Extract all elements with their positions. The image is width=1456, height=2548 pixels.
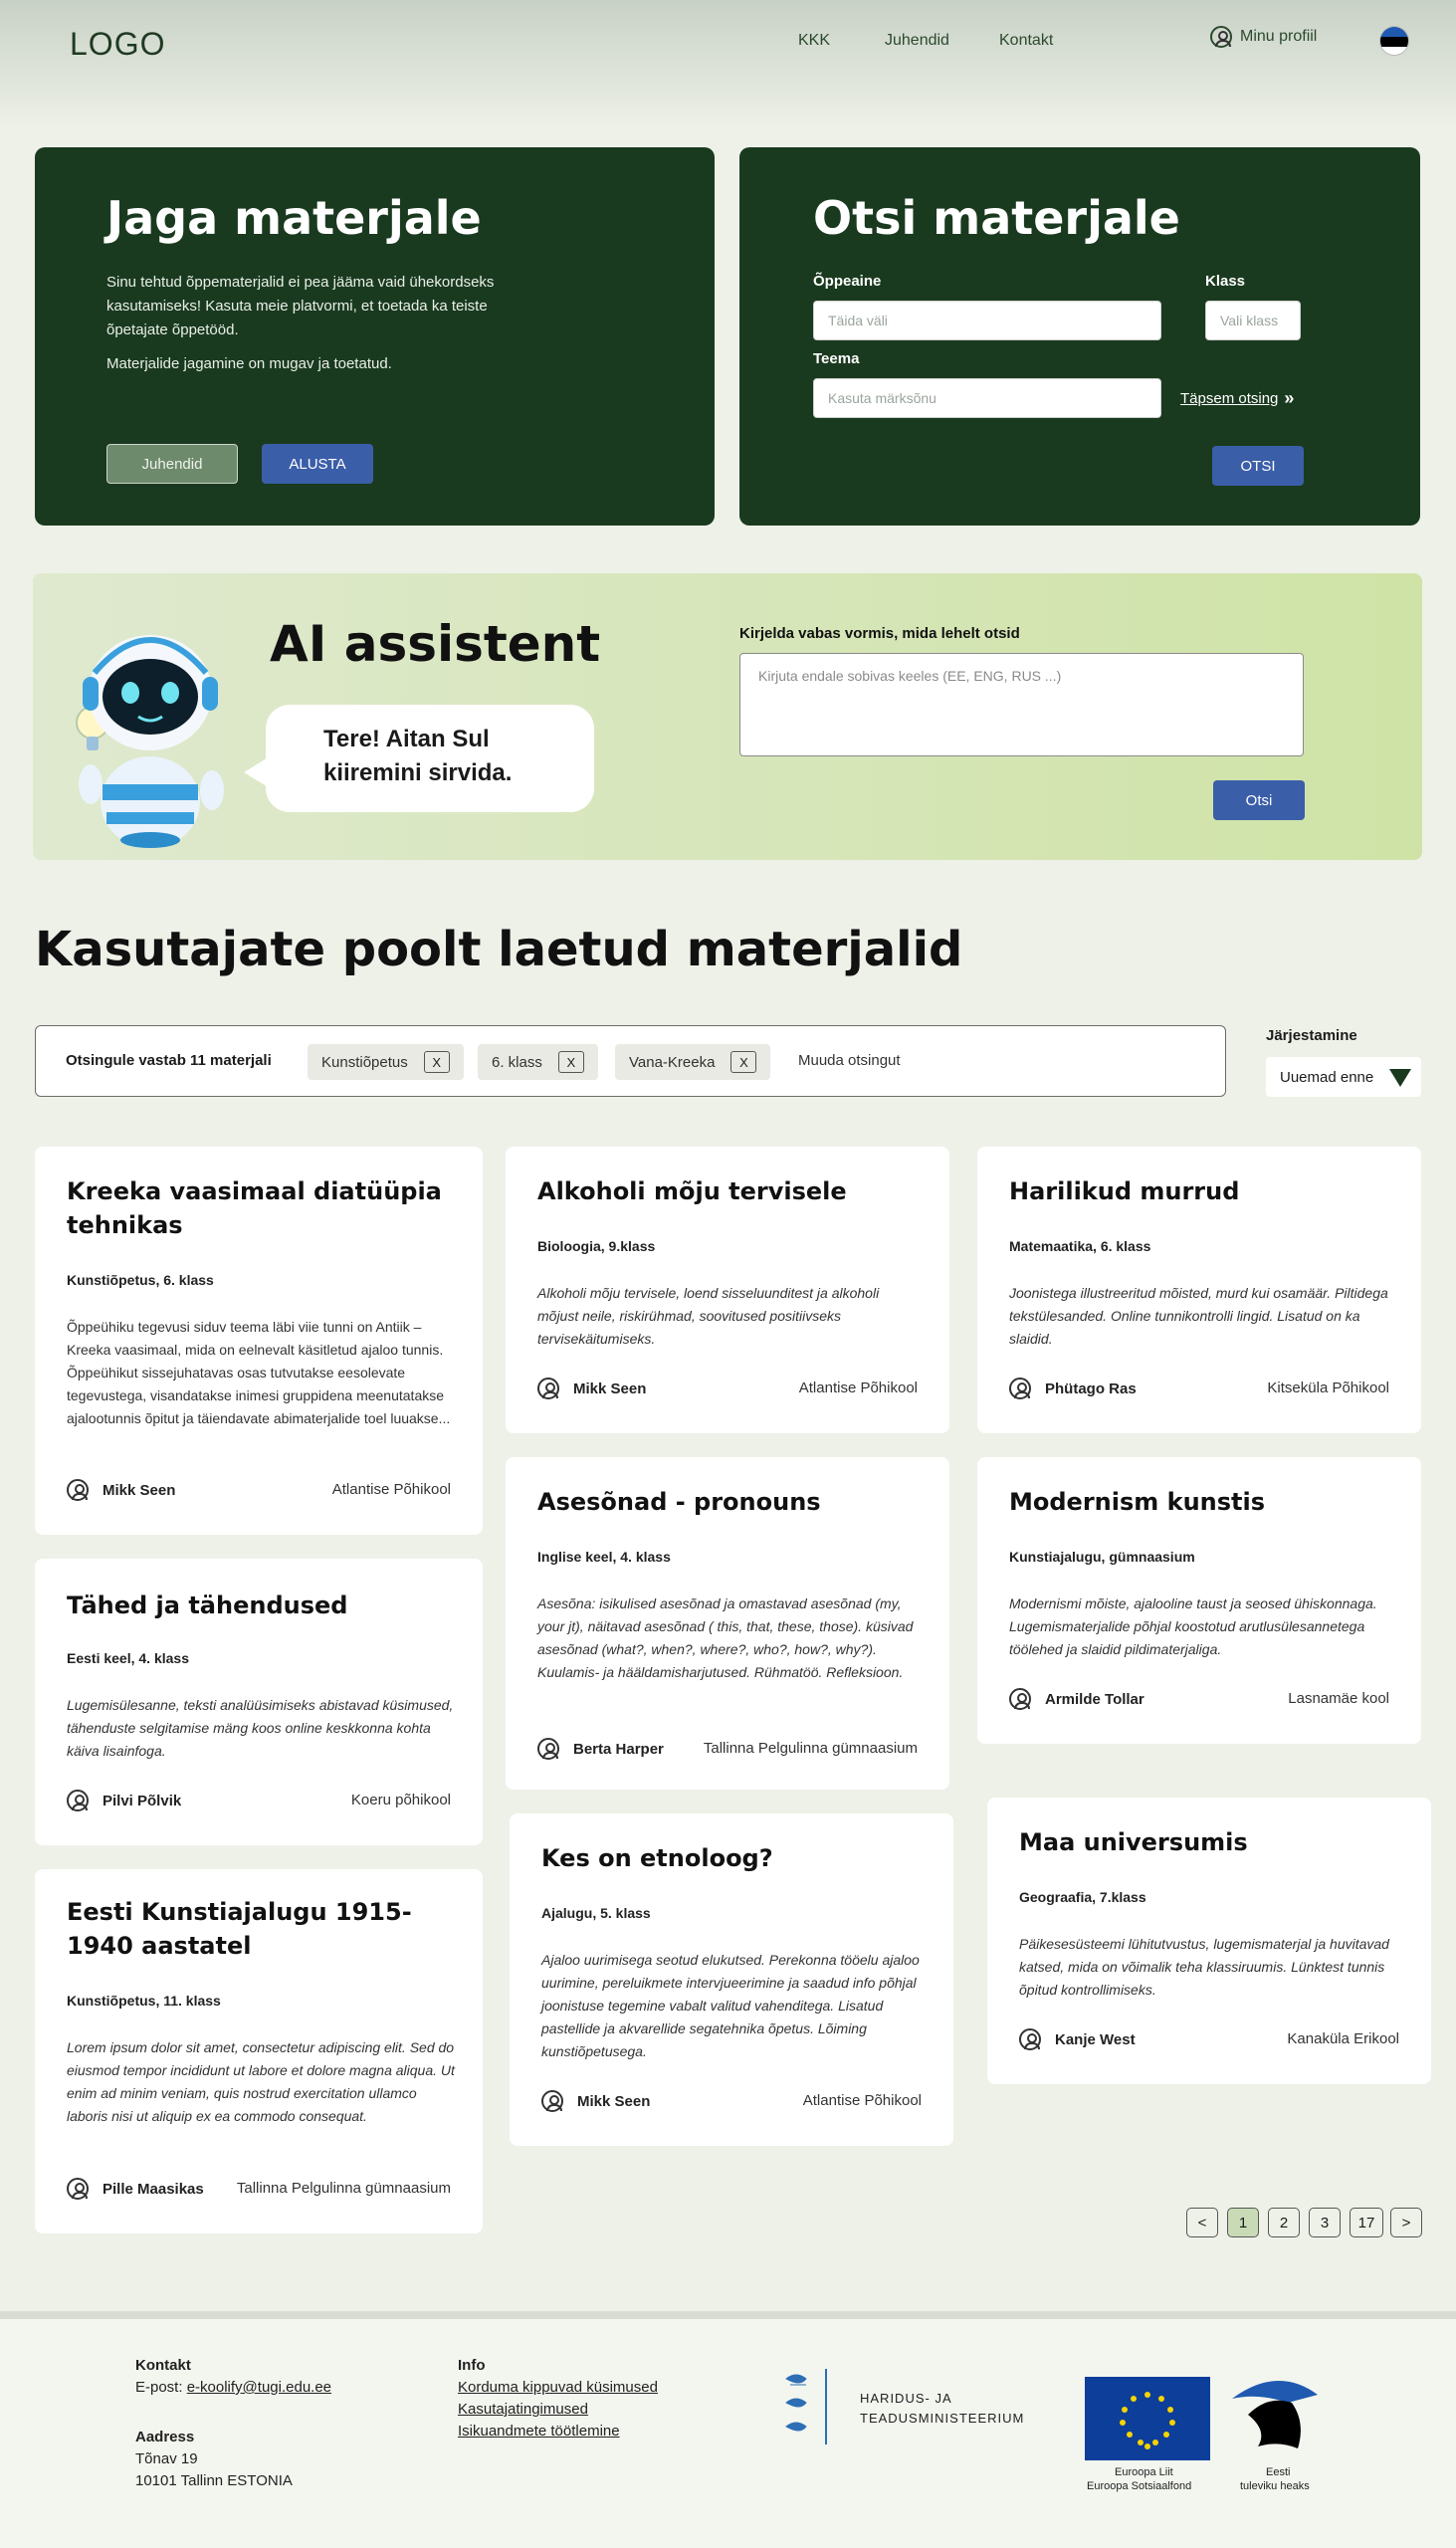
chip-label: Vana-Kreeka <box>629 1053 716 1071</box>
language-flag-icon[interactable] <box>1379 26 1409 56</box>
topic-label: Teema <box>813 350 860 367</box>
chip-label: Kunstiõpetus <box>321 1053 408 1071</box>
footer-contact-title: Kontakt <box>135 2357 191 2374</box>
card-title: Tähed ja tähendused <box>67 1592 348 1619</box>
nav-kkk[interactable]: KKK <box>798 32 831 49</box>
material-card[interactable] <box>506 1457 949 1790</box>
user-icon <box>67 1479 89 1501</box>
footer <box>0 2319 1456 2548</box>
robot-icon <box>55 613 244 848</box>
footer-address-line: Tõnav 19 <box>135 2450 198 2467</box>
card-author <box>67 1790 181 1811</box>
author-name: Mikk Seen <box>573 1380 647 1397</box>
start-button[interactable]: ALUSTA <box>262 444 373 484</box>
footer-address-city: 10101 Tallinn ESTONIA <box>135 2472 293 2489</box>
card-author <box>541 2090 650 2112</box>
card-title: Modernism kunstis <box>1009 1488 1266 1516</box>
share-text: Sinu tehtud õppematerjalid ei pea jääma vaid ühekordseks kasutamiseks! Kasuta meie platvormi, et toetada ka teiste õpetajate õppetööd. <box>106 274 495 338</box>
material-card[interactable] <box>35 1869 483 2233</box>
subject-input[interactable]: Täida väli <box>813 301 1161 340</box>
author-name: Mikk Seen <box>103 1481 176 1499</box>
profile-label: Minu profiil <box>1240 28 1318 45</box>
card-school: Tallinna Pelgulinna gümnaasium <box>236 2180 451 2197</box>
card-title: Maa universumis <box>1019 1828 1248 1856</box>
card-title: Harilikud murrud <box>1009 1177 1240 1205</box>
bubble-text: Tere! Aitan Sul kiiremini sirvida. <box>323 726 513 786</box>
card-description: Lugemisülesanne, teksti analüüsimiseks abistavad küsimused, tähenduste selgitamise mäng koos online keskkonna kohta käiva lisainfoga. <box>67 1697 454 1759</box>
share-panel <box>35 147 715 526</box>
card-subject: Kunstiajalugu, gümnaasium <box>1009 1549 1195 1565</box>
card-author <box>1019 2028 1136 2050</box>
card-description: Ajaloo uurimisega seotud elukutsed. Perekonna tööelu ajaloo uurimine, perelиikmete intervjueerimine ja saadud info põhjal joonistuse tegemine vabalt valitud vahenditega. Lisatud pastellide ja akvarellide segatehnika õpetus. Lõiming kunstiõpetusega. <box>541 1952 920 2059</box>
ai-prompt-label: Kirjelda vabas vormis, mida lehelt otsid <box>739 625 1020 642</box>
material-card[interactable] <box>977 1147 1421 1433</box>
card-subject: Inglise keel, 4. klass <box>537 1549 671 1565</box>
sort-label: Järjestamine <box>1266 1027 1357 1044</box>
card-description: Modernismi mõiste, ajalooline taust ja seosed ühiskonnaga. Lugemismaterjalide põhjal koostotud arutlusülesannetega töölehed ja slaidid pildimaterjaliga. <box>1009 1595 1377 1657</box>
profile-link[interactable] <box>1210 26 1317 48</box>
ai-title: AI assistent <box>270 615 601 673</box>
card-description: Asesõna: isikulised asesõnad ja omastavad asesõnad (my, your jt), näitavad asesõnad ( this, that, these, those). küsivad asesõnad (what?, when?, where?, who?, how?, why?). Kuulamis- ja hääldamisharjutused. Rühmatöö. Refleksioon. <box>537 1595 914 1680</box>
user-icon <box>537 1738 559 1760</box>
speech-bubble <box>266 705 594 812</box>
ai-assistant <box>33 573 1422 860</box>
footer-info-title: Info <box>458 2357 486 2374</box>
card-description: Õppeühiku tegevusi siduv teema läbi viie tunni on Antiik – Kreeka vaasimaal, mida on eelnevalt käsitletud ajaloo tunnis. Õppeühikut sissejuhatavas osas tutvutakse eesolevate tegevustega, visandatakse inimesi gruppidena meenutatakse ajalootunnis õpitut ja täiendavate abimaterjalide toel luuakse... <box>67 1319 451 1426</box>
eu-flag-icon <box>1085 2377 1210 2460</box>
author-name: Kanje West <box>1055 2030 1136 2048</box>
card-school: Kanaküla Erikool <box>1287 2030 1399 2047</box>
card-author <box>1009 1688 1144 1710</box>
chip-close-button[interactable]: X <box>730 1051 756 1073</box>
card-author <box>1009 1378 1137 1399</box>
share-title: Jaga materjale <box>106 191 482 245</box>
user-icon <box>67 1790 89 1811</box>
ministry-logo-icon <box>782 2369 832 2444</box>
estonia-future-logo-icon <box>1218 2375 1324 2464</box>
chip-close-button[interactable]: X <box>558 1051 584 1073</box>
card-school: Lasnamäe kool <box>1288 1690 1389 1707</box>
card-school: Atlantise Põhikool <box>331 1481 451 1498</box>
sort-value: Uuemad enne <box>1280 1068 1374 1086</box>
card-title: Asesõnad - pronouns <box>537 1488 821 1516</box>
page-prev-button[interactable]: < <box>1186 2208 1218 2237</box>
card-subject: Geograafia, 7.klass <box>1019 1889 1146 1905</box>
footer-email <box>135 2379 331 2396</box>
card-school: Atlantise Põhikool <box>798 1380 918 1396</box>
footer-address-title: Aadress <box>135 2429 195 2445</box>
filter-count: Otsingule vastab 11 materjali <box>66 1052 272 1069</box>
user-icon <box>67 2178 89 2200</box>
ai-search-button[interactable]: Otsi <box>1213 780 1305 820</box>
footer-link-faq[interactable]: Korduma kippuvad küsimused <box>458 2379 658 2396</box>
double-chevron-icon: » <box>1284 388 1295 408</box>
card-subject: Ajalugu, 5. klass <box>541 1905 651 1921</box>
ai-prompt-input[interactable]: Kirjuta endale sobivas keeles (EE, ENG, RUS ...) <box>739 653 1304 756</box>
material-card[interactable] <box>506 1147 949 1433</box>
card-title: Eesti Kunstiajalugu 1915-1940 aastatel <box>67 1898 412 1960</box>
user-icon <box>541 2090 563 2112</box>
nav-juhendid[interactable]: Juhendid <box>885 32 949 49</box>
card-subject: Bioloogia, 9.klass <box>537 1238 656 1254</box>
material-card[interactable] <box>510 1813 953 2146</box>
card-school: Tallinna Pelgulinna gümnaasium <box>703 1740 918 1757</box>
filter-chip <box>615 1044 770 1080</box>
footer-link-privacy[interactable]: Isikuandmete töötlemine <box>458 2423 620 2440</box>
class-select[interactable]: Vali klass <box>1205 301 1301 340</box>
author-name: Pilvi Põlvik <box>103 1792 182 1809</box>
material-card[interactable] <box>35 1559 483 1845</box>
search-panel <box>739 147 1420 526</box>
filter-chip <box>478 1044 598 1080</box>
chip-close-button[interactable]: X <box>424 1051 450 1073</box>
header <box>0 0 1456 129</box>
material-card[interactable] <box>987 1798 1431 2084</box>
card-subject: Eesti keel, 4. klass <box>67 1650 189 1666</box>
page-1-button[interactable]: 1 <box>1227 2208 1259 2237</box>
email-link[interactable]: e-koolify@tugi.edu.ee <box>186 2379 332 2396</box>
card-author <box>67 2178 204 2200</box>
triangle-down-icon <box>1389 1069 1411 1087</box>
filter-bar <box>35 1025 1226 1097</box>
card-description: Päikesesüsteemi lühitutvustus, lugemismaterjal ja huvitavad katsed, mida on võimalik teha klassiruumis. Lünktest tunnis õpitud kontrollimiseks. <box>1019 1936 1389 1998</box>
card-title: Kes on etnoloog? <box>541 1844 773 1872</box>
logo[interactable]: LOGO <box>70 26 166 62</box>
advanced-search-label: Täpsem otsing <box>1180 390 1279 407</box>
user-icon <box>1210 26 1232 48</box>
author-name: Armilde Tollar <box>1045 1690 1144 1708</box>
footer-divider <box>0 2311 1456 2319</box>
eu-label-1: Euroopa Liit <box>1115 2466 1173 2478</box>
card-description: Joonistega illustreeritud mõisted, murd kui osamäär. Piltidega tekstülesanded. Online tunnikontrolli lingid. Lisatud on ka slaidid. <box>1009 1285 1388 1347</box>
page-2-button[interactable]: 2 <box>1268 2208 1300 2237</box>
guides-button[interactable]: Juhendid <box>106 444 238 484</box>
page-17-button[interactable]: 17 <box>1350 2208 1383 2237</box>
author-name: Phütago Ras <box>1045 1380 1137 1397</box>
page-next-button[interactable]: > <box>1390 2208 1422 2237</box>
materials-title: Kasutajate poolt laetud materjalid <box>35 922 963 977</box>
ministry-name-1: HARIDUS- JA <box>860 2391 952 2406</box>
sort-select[interactable] <box>1266 1057 1421 1097</box>
ee-label-1: Eesti <box>1266 2466 1291 2478</box>
search-button[interactable]: OTSI <box>1212 446 1304 486</box>
email-label: E-post: <box>135 2379 183 2396</box>
card-subject: Matemaatika, 6. klass <box>1009 1238 1151 1254</box>
search-title: Otsi materjale <box>813 191 1180 245</box>
card-school: Atlantise Põhikool <box>802 2092 922 2109</box>
nav-kontakt[interactable]: Kontakt <box>999 32 1054 49</box>
user-icon <box>1019 2028 1041 2050</box>
chip-label: 6. klass <box>492 1053 542 1071</box>
card-title: Alkoholi mõju tervisele <box>537 1177 847 1205</box>
author-name: Mikk Seen <box>577 2092 651 2110</box>
card-description: Alkoholi mõju tervisele, loend sisseluunditest ja alkoholi mõjust neile, riskirühmad, soovitused positiivseks tervisekäitumiseks. <box>537 1285 880 1347</box>
user-icon <box>1009 1378 1031 1399</box>
modify-search-link[interactable]: Muuda otsingut <box>798 1052 901 1069</box>
card-description: Lorem ipsum dolor sit amet, consectetur adipiscing elit. Sed do eiusmod tempor incididunt ut labore et dolore magna aliqua. Ut enim ad minim veniam, quis nostrud exercitation ullamco laboris nisi ut aliquip ex ea commodo consequat. <box>67 2039 455 2124</box>
card-author <box>537 1378 646 1399</box>
subject-label: Õppeaine <box>813 273 882 290</box>
user-icon <box>537 1378 559 1399</box>
author-name: Berta Harper <box>573 1740 664 1758</box>
card-author <box>67 1479 175 1501</box>
ee-label-2: tuleviku heaks <box>1240 2480 1310 2492</box>
advanced-search-link[interactable] <box>1180 388 1294 409</box>
user-icon <box>1009 1688 1031 1710</box>
card-school: Kitseküla Põhikool <box>1267 1380 1389 1396</box>
footer-link-terms[interactable]: Kasutajatingimused <box>458 2401 588 2418</box>
card-subject: Kunstiõpetus, 6. klass <box>67 1272 214 1288</box>
author-name: Pille Maasikas <box>103 2180 204 2198</box>
share-text-2: Materjalide jagamine on mugav ja toetatud. <box>106 355 392 372</box>
topic-input[interactable]: Kasuta märksõnu <box>813 378 1161 418</box>
card-school: Koeru põhikool <box>350 1792 451 1808</box>
card-author <box>537 1738 664 1760</box>
eu-label-2: Euroopa Sotsiaalfond <box>1087 2480 1192 2492</box>
filter-chip <box>308 1044 464 1080</box>
card-subject: Kunstiõpetus, 11. klass <box>67 1993 221 2009</box>
page-3-button[interactable]: 3 <box>1309 2208 1341 2237</box>
material-card[interactable] <box>977 1457 1421 1744</box>
material-card[interactable] <box>35 1147 483 1535</box>
card-title: Kreeka vaasimaal diatüüpia tehnikas <box>67 1177 442 1239</box>
ministry-name-2: TEADUSMINISTEERIUM <box>860 2411 1025 2426</box>
class-label: Klass <box>1205 273 1246 290</box>
